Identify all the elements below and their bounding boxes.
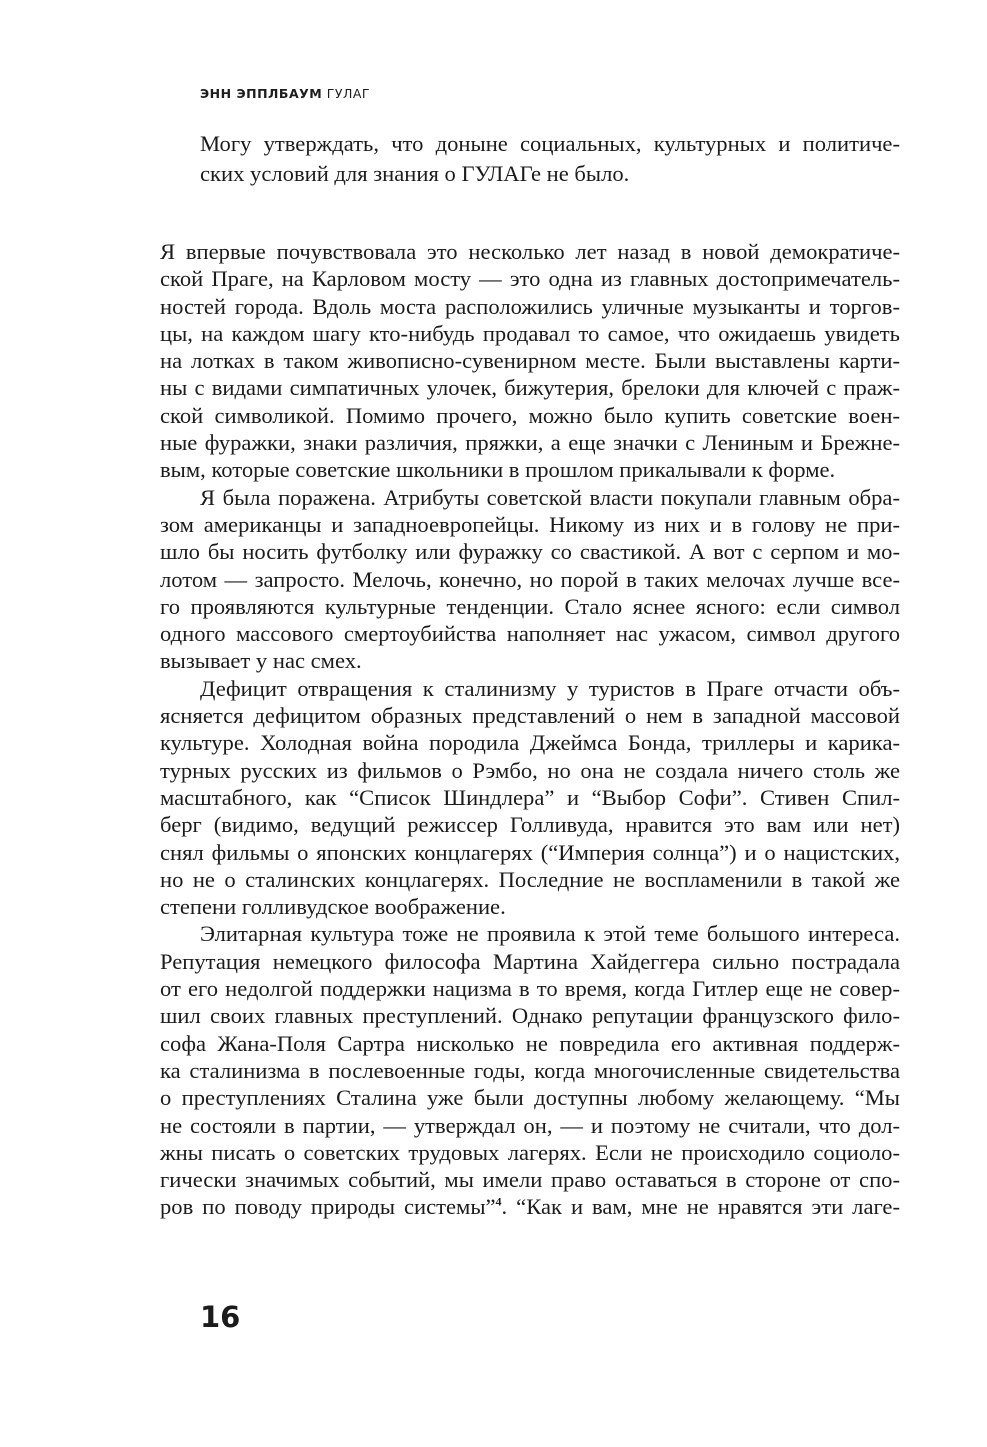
text-line: Я была поражена. Атрибуты советской власти покупали главным обра- [200,484,900,510]
running-head-author: ЭНН ЭППЛБАУМ [200,86,323,101]
epigraph-line: ских условий для знания о ГУЛАГе не было. [200,161,630,186]
text-line: ской символикой. Помимо прочего, можно было купить советские воен- [160,402,900,428]
text-line: Репутация немецкого философа Мартина Хайдеггера сильно пострадала [160,948,900,974]
text-line: снял фильмы о японских концлагерях (“Империя солнца”) и о нацистских, [160,839,900,865]
text-line: вызывает у нас смех. [160,648,362,674]
text-line: гически значимых событий, мы имели право оставаться в стороне от спо- [160,1167,900,1193]
text-line-with-footnote [160,1193,900,1220]
text-fragment: . “Как и вам, мне не нравятся эти лаге- [501,1194,900,1220]
text-line: лотом — запросто. Мелочь, конечно, но порой в таких мелочах лучше все- [160,566,900,592]
text-line: ны с видами симпатичных улочек, бижутерия, брелоки для ключей с праж- [160,375,900,401]
text-line: масштабного, как “Список Шиндлера” и “Выбор Софи”. Стивен Спил- [160,784,900,810]
text-line: о преступлениях Сталина уже были доступны любому желающему. “Мы [160,1085,900,1111]
text-line: Я впервые почувствовала это несколько лет назад в новой демократиче- [160,239,900,264]
text-line: Дефицит отвращения к сталинизму у туристов в Праге отчасти объ- [200,675,900,701]
text-line: вым, которые советские школьники в прошлом прикалывали к форме. [160,457,836,483]
text-line: ностей города. Вдоль моста расположились уличные музыканты и торгов- [160,293,900,319]
text-line: одного массового смертоубийства наполняет нас ужасом, символ другого [160,621,900,647]
text-line: ской Праге, на Карловом мосту — это одна из главных достопримечатель- [160,266,900,292]
paragraph-2 [160,484,900,675]
text-line: Элитарная культура тоже не проявила к этой теме большого интереса. [200,921,900,947]
text-line: не состояли в партии, — утверждал он, — и поэтому не считали, что дол- [160,1112,900,1138]
text-line: степени голливудское воображение. [160,894,506,920]
epigraph [200,129,900,189]
epigraph-line: Могу утверждать, что доныне социальных, культурных и политиче- [200,131,900,156]
running-head-book-title: ГУЛАГ [326,86,371,101]
page-number: 16 [200,1300,241,1334]
text-line: берг (видимо, ведущий режиссер Голливуда, нравится это вам или нет) [160,812,900,838]
paragraph-3 [160,675,900,921]
paragraph-4 [160,920,900,1220]
text-line: ные фуражки, знаки различия, пряжки, а еще значки с Лениным и Брежне- [160,430,900,456]
body-text [160,238,900,1221]
text-line: го проявляются культурные тенденции. Стало яснее ясного: если символ [160,593,900,619]
text-line: зом американцы и западноевропейцы. Никому из них и в голову не при- [160,511,900,537]
text-line: шил своих главных преступлений. Однако репутации французского фило- [160,1003,900,1029]
text-line: шло бы носить футболку или фуражку со свастикой. А вот с серпом и мо- [160,539,900,565]
text-fragment: ров по поводу природы системы” [160,1194,496,1220]
text-line: но не о сталинских концлагерях. Последние не воспламенили в такой же [160,866,900,892]
text-line: культуре. Холодная война породила Джеймса Бонда, триллеры и карика- [160,730,900,756]
text-line: жны писать о советских трудовых лагерях. Если не происходило социоло- [160,1139,900,1165]
text-line: софа Жана-Поля Сартра нисколько не повредила его активная поддерж- [160,1030,900,1056]
paragraph-1 [160,238,900,484]
text-line: от его недолгой поддержки нацизма в то время, когда Гитлер еще не совер- [160,976,900,1002]
running-head [200,86,370,101]
footnote-marker[interactable]: 4 [495,1194,502,1209]
text-line: цы, на каждом шагу кто-нибудь продавал то самое, что ожидаешь увидеть [160,320,900,346]
text-line: ка сталинизма в послевоенные годы, когда многочисленные свидетельства [160,1057,900,1083]
text-line: турных русских из фильмов о Рэмбо, но она не создала ничего столь же [160,757,900,783]
text-line: на лотках в таком живописно-сувенирном месте. Были выставлены карти- [160,348,900,374]
text-line: ясняется дефицитом образных представлений о нем в западной массовой [160,703,900,729]
